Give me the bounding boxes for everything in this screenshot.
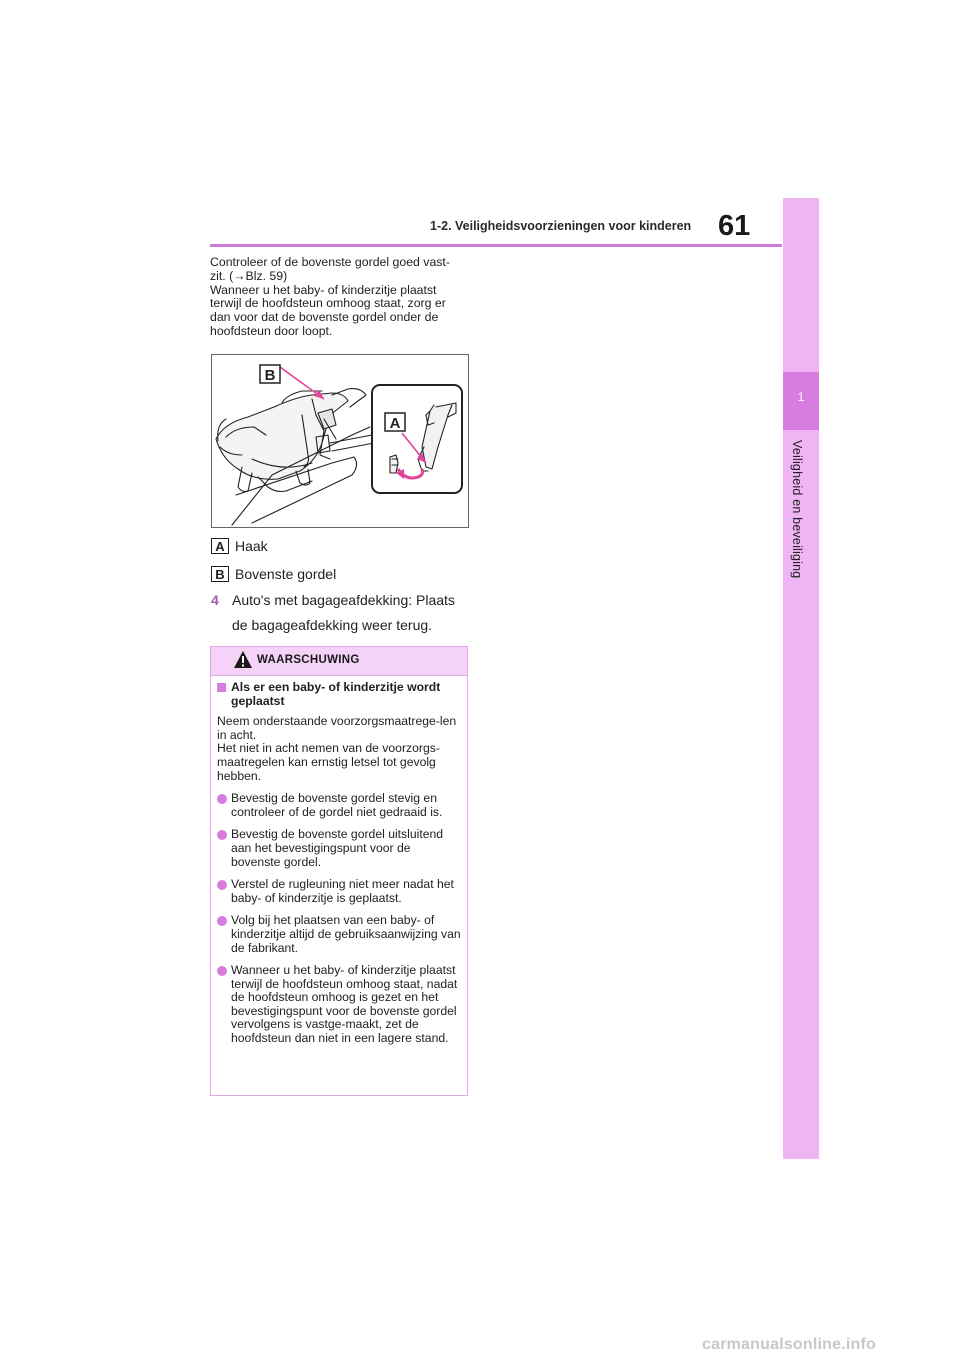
warning-heading-text: Als er een baby- of kinderzitje wordt geplaatst — [231, 680, 441, 708]
chapter-number: 1 — [797, 390, 805, 404]
warning-bullet — [217, 792, 461, 819]
warning-body — [211, 676, 467, 1046]
warning-header — [211, 647, 467, 676]
chapter-title: Veiligheid en beveiliging — [790, 440, 804, 579]
warning-heading — [217, 681, 461, 708]
callout-a-letter: A — [389, 415, 401, 432]
circle-bullet-icon — [217, 830, 227, 840]
circle-bullet-icon — [217, 966, 227, 976]
warning-bullet-text: Bevestig de bovenste gordel uitsluitend aan het bevestigingspunt voor de bovenste gordel. — [231, 827, 444, 869]
warning-bullet — [217, 828, 461, 869]
legend-letter: A — [211, 538, 229, 554]
square-bullet-icon — [217, 683, 226, 692]
warning-bullet-text: Verstel de rugleuning niet meer nadat het baby- of kinderzitje is geplaatst. — [231, 877, 454, 905]
warning-bullet-text: Bevestig de bovenste gordel stevig en controleer of de gordel niet gedraaid is. — [231, 791, 443, 819]
circle-bullet-icon — [217, 916, 227, 926]
legend-item-hook — [211, 538, 268, 554]
intro-line: zit. (→Blz. 59) — [210, 268, 288, 283]
footer-watermark: carmanualsonline.info — [702, 1336, 877, 1353]
step-4 — [211, 588, 481, 638]
legend-item-top-tether — [211, 566, 336, 582]
running-header: 1-2. Veiligheidsvoorzieningen voor kinderen — [430, 219, 692, 233]
callout-b-letter: B — [264, 367, 276, 384]
child-seat-illustration — [211, 354, 469, 528]
warning-paragraph: Neem onderstaande voorzorgsmaatrege-len in acht. — [217, 714, 457, 742]
legend-label: Bovenste gordel — [235, 566, 337, 582]
warning-paragraph: Het niet in acht nemen van de voorzorgs-maatregelen kan ernstig letsel tot gevolg hebben. — [217, 741, 440, 783]
circle-bullet-icon — [217, 794, 227, 804]
warning-triangle-icon — [233, 650, 253, 670]
intro-text — [210, 256, 472, 339]
step-line: de bagageafdekking weer terug. — [232, 617, 433, 633]
legend-label: Haak — [235, 538, 268, 554]
step-number: 4 — [211, 592, 219, 608]
warning-bullet — [217, 964, 461, 1046]
seat-drawing — [212, 355, 468, 527]
warning-bullet — [217, 914, 461, 955]
warning-label: WAARSCHUWING — [257, 654, 360, 666]
header-divider — [210, 244, 782, 247]
warning-bullet-text: Wanneer u het baby- of kinderzitje plaatst terwijl de hoofdsteun omhoog staat, nadat de hoofdsteun omhoog is gezet en het bevestigingspunt voor de bovenste gordel vervolgens is vastge-maakt, zet de hoofdsteun dan niet in een lagere stand. — [231, 963, 458, 1046]
warning-bullet-text: Volg bij het plaatsen van een baby- of kinderzitje altijd de gebruiksaanwijzing van de fabrikant. — [231, 913, 461, 955]
intro-line: terwijl de hoofdsteun omhoog staat, zorg er — [210, 296, 446, 311]
intro-line: hoofdsteun door loopt. — [210, 323, 333, 338]
intro-line: Wanneer u het baby- of kinderzitje plaatst — [210, 282, 437, 297]
page-number: 61 — [718, 210, 751, 242]
warning-box — [210, 646, 468, 1096]
circle-bullet-icon — [217, 880, 227, 890]
intro-line: dan voor dat de bovenste gordel onder de — [210, 310, 439, 325]
legend-letter: B — [211, 566, 229, 582]
chapter-side-tab — [783, 198, 819, 1159]
warning-bullet — [217, 878, 461, 905]
step-line: Auto's met bagageafdekking: Plaats — [232, 592, 455, 608]
intro-line: Controleer of de bovenste gordel goed vast- — [210, 255, 450, 269]
